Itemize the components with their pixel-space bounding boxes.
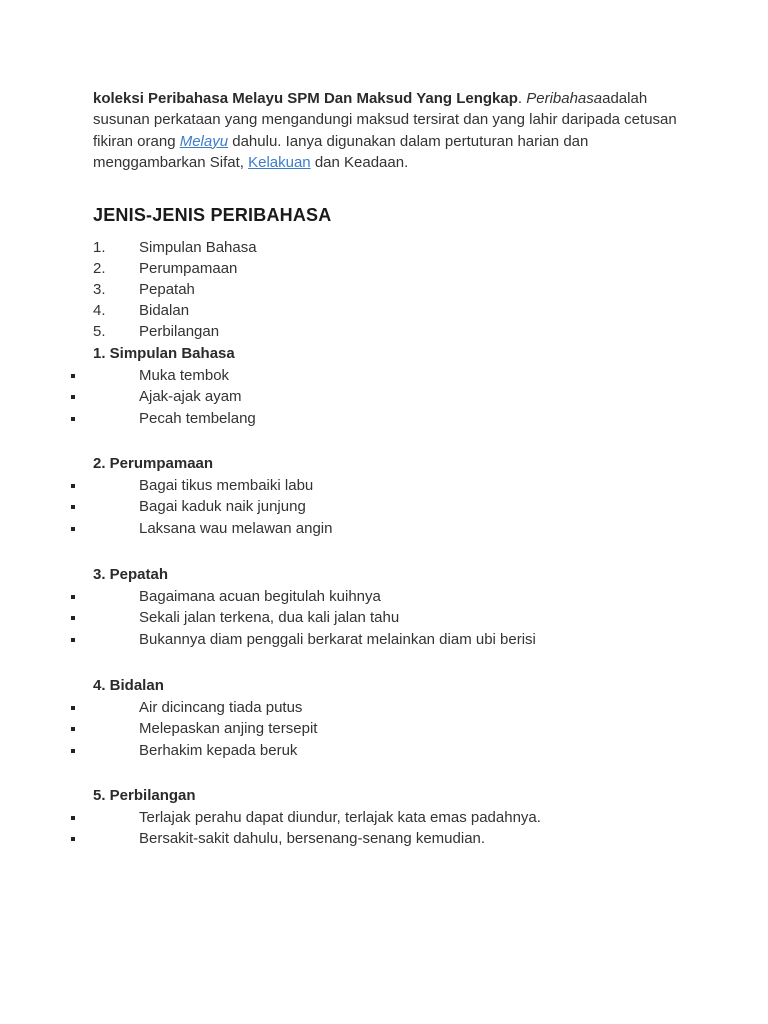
types-list-item (93, 258, 257, 279)
square-bullet-icon (71, 749, 75, 753)
list-number: 4. (93, 302, 106, 319)
square-bullet-icon (71, 505, 75, 509)
square-bullet-icon (71, 706, 75, 710)
types-list-item (93, 321, 257, 342)
list-item (93, 475, 332, 496)
list-item-text: Ajak-ajak ayam (139, 388, 242, 406)
types-list-item (93, 279, 257, 300)
list-item (93, 408, 256, 429)
list-item-text: Laksana wau melawan angin (139, 519, 333, 537)
square-bullet-icon (71, 527, 75, 531)
list-item (93, 496, 332, 517)
list-label: Perumpamaan (139, 260, 238, 277)
intro-punct: . (517, 90, 527, 107)
section-bidalan (93, 675, 317, 761)
link-kelakuan[interactable]: Kelakuan (248, 153, 311, 171)
types-list (93, 237, 257, 342)
intro-title: koleksi Peribahasa Melayu SPM Dan Maksud Yang Lengkap (93, 90, 518, 107)
list-label: Pepatah (139, 281, 195, 298)
list-item-text: Pecah tembelang (139, 409, 256, 427)
square-bullet-icon (71, 727, 75, 731)
document-body (93, 88, 683, 848)
list-item (93, 365, 256, 386)
example-list (93, 586, 536, 650)
list-number: 2. (93, 260, 106, 277)
section-heading: JENIS-JENIS PERIBAHASA (93, 205, 332, 225)
square-bullet-icon (71, 374, 75, 378)
list-item (93, 386, 256, 407)
section-title: 1. Simpulan Bahasa (93, 345, 235, 362)
section-title: 4. Bidalan (93, 677, 164, 694)
list-number: 3. (93, 281, 106, 298)
example-list (93, 365, 256, 429)
link-melayu-label: Melayu (179, 132, 229, 150)
intro-italic-word: Peribahasa (526, 90, 603, 107)
square-bullet-icon (71, 417, 75, 421)
section-pepatah (93, 564, 536, 650)
list-item-text: Bagai kaduk naik junjung (139, 498, 306, 516)
section-simpulan-bahasa (93, 343, 256, 429)
example-list (93, 807, 541, 850)
list-item-text: Berhakim kepada beruk (139, 741, 298, 759)
list-item-text: Bagaimana acuan begitulah kuihnya (139, 588, 381, 605)
square-bullet-icon (71, 595, 75, 599)
list-number: 5. (93, 323, 106, 340)
list-item-text: Melepaskan anjing tersepit (139, 720, 318, 738)
list-label: Bidalan (139, 302, 190, 319)
list-item (93, 828, 541, 849)
section-title: 3. Pepatah (93, 566, 169, 583)
list-item-text: Terlajak perahu dapat diundur, terlajak kata emas padahnya. (139, 809, 541, 826)
example-list (93, 697, 317, 761)
list-item-text: Sekali jalan terkena, dua kali jalan tahu (139, 609, 400, 627)
section-perumpamaan (93, 453, 332, 539)
link-melayu[interactable] (180, 133, 228, 150)
list-item-text: Bukannya diam penggali berkarat melainkan diam ubi berisi (139, 630, 536, 648)
list-label: Perbilangan (139, 323, 220, 340)
list-item (93, 586, 536, 607)
intro-text-1: adalah susunan perkataan yang mengandungi maksud tersirat dan yang lahir daripada cetusan fikiran orang (93, 90, 677, 150)
square-bullet-icon (71, 395, 75, 399)
square-bullet-icon (71, 816, 75, 820)
section-perbilangan (93, 785, 541, 850)
example-list (93, 475, 332, 539)
list-item (93, 718, 317, 739)
list-item (93, 629, 536, 650)
list-item (93, 740, 317, 761)
section-title: 5. Perbilangan (93, 787, 196, 804)
list-item (93, 697, 317, 718)
list-label: Simpulan Bahasa (139, 239, 257, 256)
list-number: 1. (93, 239, 106, 256)
intro-text-3: dan Keadaan. (310, 153, 409, 171)
intro-text-2: dahulu. Ianya digunakan dalam pertuturan harian dan menggambarkan Sifat, (93, 132, 589, 171)
list-item-text: Muka tembok (139, 367, 230, 384)
square-bullet-icon (71, 484, 75, 488)
square-bullet-icon (71, 616, 75, 620)
list-item (93, 607, 536, 628)
list-item-text: Bersakit-sakit dahulu, bersenang-senang kemudian. (139, 830, 486, 848)
square-bullet-icon (71, 837, 75, 841)
square-bullet-icon (71, 638, 75, 642)
list-item-text: Air dicincang tiada putus (139, 699, 303, 716)
types-list-item (93, 300, 257, 321)
list-item (93, 807, 541, 828)
section-title: 2. Perumpamaan (93, 455, 214, 472)
types-list-item (93, 237, 257, 258)
list-item-text: Bagai tikus membaiki labu (139, 477, 314, 494)
list-item (93, 518, 332, 539)
intro-paragraph (93, 88, 683, 173)
